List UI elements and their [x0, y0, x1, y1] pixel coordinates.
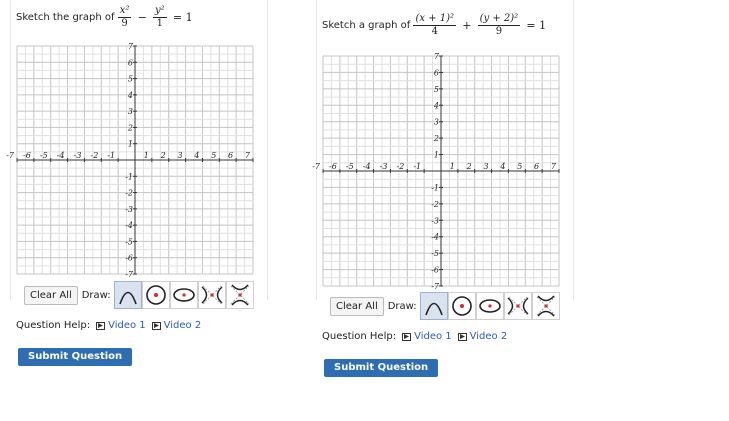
x-tick-label: 2 — [160, 151, 166, 160]
x-tick-label: 4 — [194, 151, 200, 160]
video-icon — [152, 322, 161, 330]
draw-label: Draw: — [81, 289, 111, 301]
x-tick-label: -2 — [90, 151, 99, 160]
x-tick-label: -6 — [23, 151, 31, 160]
parabola-icon — [116, 283, 140, 307]
equation-rhs: = 1 — [526, 19, 547, 32]
y-tick-label: 6 — [433, 68, 439, 78]
circle-tool[interactable] — [448, 292, 476, 320]
fraction-x: $\frac{\text{x²}}{9}$ — [119, 5, 130, 29]
x-tick-label: -3 — [379, 162, 388, 171]
y-tick-label: -1 — [431, 183, 439, 193]
parabola-tool[interactable] — [114, 281, 142, 309]
x-tick-label: -6 — [329, 162, 337, 171]
draw-toolbar-1 — [24, 280, 254, 310]
x-tick-label: -7 — [312, 162, 320, 171]
y-tick-label: 1 — [127, 139, 133, 149]
question-help-2 — [322, 331, 507, 342]
y-tick-label: 3 — [433, 117, 439, 127]
video-2-link[interactable]: Video 2 — [152, 320, 202, 331]
y-tick-label: -3 — [431, 216, 439, 226]
prompt-text: Sketch the graph of — [16, 12, 115, 23]
y-tick-label: 2 — [127, 123, 133, 133]
clear-all-button[interactable]: Clear All — [24, 286, 78, 305]
y-tick-label: 1 — [433, 150, 439, 160]
x-tick-label: -4 — [56, 151, 65, 160]
x-tick-label: -3 — [73, 151, 82, 160]
y-tick-label: -7 — [431, 282, 439, 291]
y-tick-label: 3 — [127, 107, 133, 117]
ellipse-icon — [172, 283, 196, 307]
fraction-x: $\frac{\text{(x + 1)²}}{4}$ — [415, 13, 455, 37]
y-tick-label: 5 — [127, 74, 133, 84]
x-tick-label: 7 — [550, 162, 556, 171]
question-prompt-1 — [16, 5, 196, 30]
y-tick-label: 6 — [127, 58, 133, 68]
y-tick-label: -5 — [125, 237, 133, 247]
video-icon — [402, 333, 411, 341]
x-tick-label: -7 — [6, 151, 14, 160]
graph-canvas-1[interactable] — [6, 42, 257, 279]
x-tick-label: 1 — [143, 151, 149, 160]
question-prompt-2 — [322, 13, 549, 38]
video-1-link[interactable]: Video 1 — [96, 320, 146, 331]
hyperbola-horizontal-tool[interactable] — [504, 292, 532, 320]
x-tick-label: 5 — [517, 162, 523, 171]
x-tick-label: 3 — [483, 162, 489, 171]
fraction-y: $\frac{\text{y²}}{1}$ — [155, 5, 165, 29]
video-2-link[interactable]: Video 2 — [458, 331, 508, 342]
draw-label: Draw: — [387, 300, 417, 312]
submit-question-button[interactable]: Submit Question — [324, 359, 438, 377]
y-tick-label: -2 — [125, 188, 133, 198]
y-tick-label: 7 — [127, 42, 133, 51]
y-tick-label: 4 — [433, 101, 439, 111]
graph-canvas-2[interactable] — [312, 52, 563, 291]
x-tick-label: -1 — [413, 162, 422, 171]
y-tick-label: -6 — [125, 253, 133, 263]
x-tick-label: -5 — [345, 162, 354, 171]
plus-operator: + — [462, 19, 472, 32]
parabola-tool[interactable] — [420, 292, 448, 320]
question-help-label: Question Help: — [322, 331, 397, 342]
x-tick-label: 6 — [228, 151, 234, 160]
question-help-1 — [16, 320, 201, 331]
y-tick-label: 7 — [433, 52, 439, 61]
y-tick-label: -5 — [431, 249, 439, 259]
parabola-icon — [422, 294, 446, 318]
x-tick-label: 4 — [500, 162, 506, 171]
x-tick-label: 6 — [534, 162, 540, 171]
y-tick-label: 2 — [433, 134, 439, 144]
fraction-y: $\frac{\text{(y + 2)²}}{9}$ — [479, 13, 519, 37]
minus-operator: − — [137, 11, 147, 24]
draw-toolbar-2 — [330, 291, 560, 321]
y-tick-label: -6 — [431, 265, 439, 275]
x-tick-label: -4 — [362, 162, 371, 171]
y-tick-label: -7 — [125, 270, 133, 279]
prompt-text: Sketch a graph of — [322, 20, 411, 31]
ellipse-tool[interactable] — [170, 281, 198, 309]
y-tick-label: 5 — [433, 84, 439, 94]
video-icon — [458, 333, 467, 341]
hyperbola-vertical-icon — [534, 294, 558, 318]
hyperbola-vertical-icon — [228, 283, 252, 307]
question-help-label: Question Help: — [16, 320, 91, 331]
ellipse-tool[interactable] — [476, 292, 504, 320]
video-icon — [96, 322, 105, 330]
circle-icon — [144, 283, 168, 307]
hyperbola-horizontal-icon — [506, 294, 530, 318]
y-tick-label: -1 — [125, 172, 133, 182]
y-tick-label: -4 — [125, 221, 133, 231]
x-tick-label: 1 — [449, 162, 455, 171]
x-tick-label: 2 — [466, 162, 472, 171]
x-tick-label: 7 — [244, 151, 250, 160]
hyperbola-vertical-tool[interactable] — [226, 281, 254, 309]
y-tick-label: 4 — [127, 90, 133, 100]
y-tick-label: -4 — [431, 232, 439, 242]
hyperbola-horizontal-icon — [200, 283, 224, 307]
x-tick-label: -2 — [396, 162, 405, 171]
circle-icon — [450, 294, 474, 318]
submit-question-button[interactable]: Submit Question — [18, 348, 132, 366]
hyperbola-horizontal-tool[interactable] — [198, 281, 226, 309]
x-tick-label: -5 — [39, 151, 48, 160]
x-tick-label: 3 — [177, 151, 183, 160]
y-tick-label: -3 — [125, 204, 133, 214]
hyperbola-vertical-tool[interactable] — [532, 292, 560, 320]
equation-rhs: = 1 — [172, 11, 193, 24]
clear-all-button[interactable]: Clear All — [330, 297, 384, 316]
x-tick-label: 5 — [211, 151, 217, 160]
video-1-link[interactable]: Video 1 — [402, 331, 452, 342]
x-tick-label: -1 — [107, 151, 116, 160]
y-tick-label: -2 — [431, 199, 439, 209]
ellipse-icon — [478, 294, 502, 318]
circle-tool[interactable] — [142, 281, 170, 309]
